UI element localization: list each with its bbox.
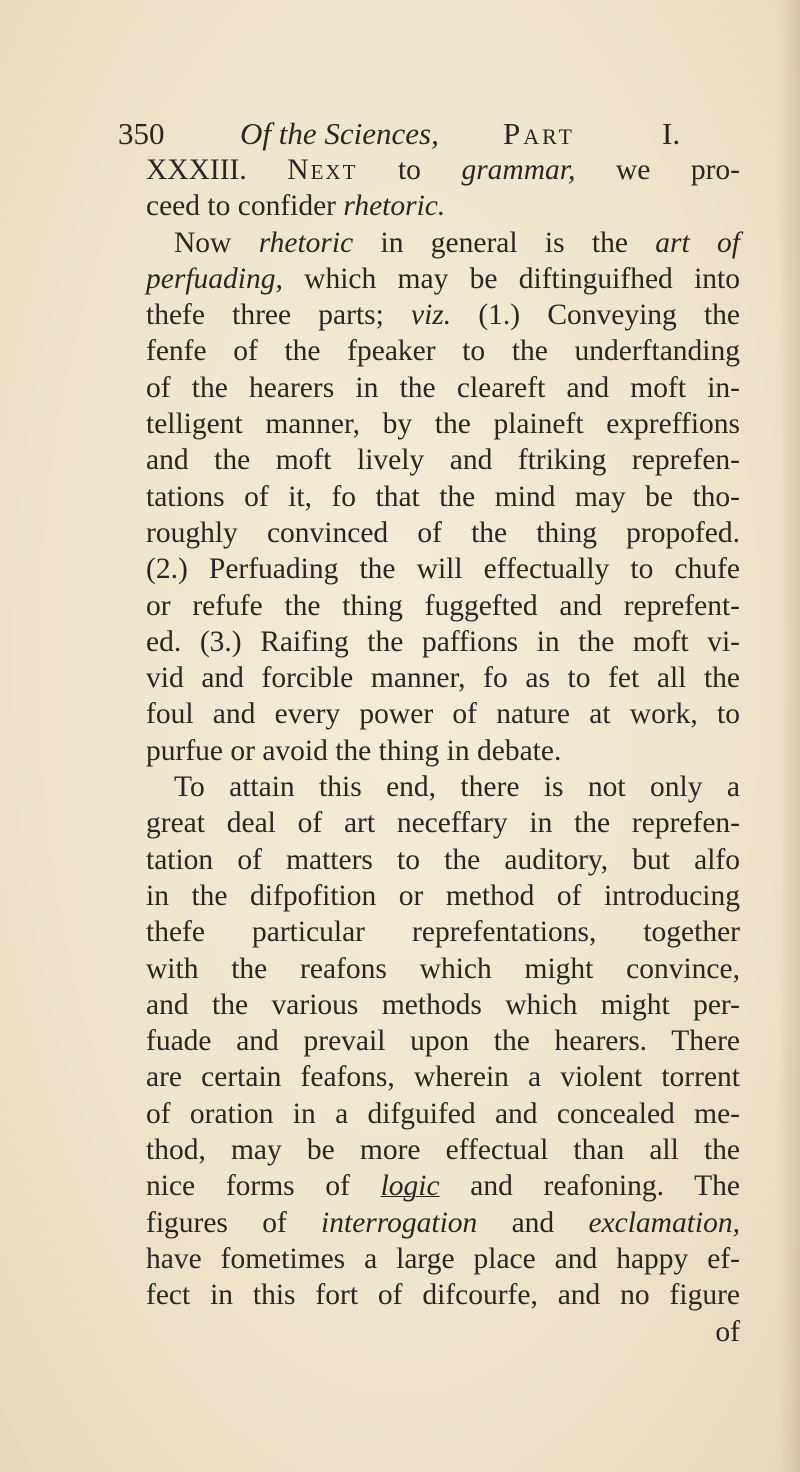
- text-line: have fometimes a large place and happy ef-: [146, 1242, 740, 1275]
- text-line: nice forms of logic and reafoning. The: [146, 1170, 740, 1203]
- text-line: fect in this fort of difcourfe, and no figure: [146, 1279, 740, 1312]
- text-line: of oration in a difguifed and concealed me-: [146, 1097, 740, 1130]
- text-line: tation of matters to the auditory, but alfo: [146, 843, 740, 876]
- text-line: (2.) Perfuading the will effectually to chufe: [146, 553, 740, 586]
- body-text: [146, 152, 740, 1350]
- text-line: To attain this end, there is not only a: [174, 771, 740, 804]
- text-line: thefe three parts; viz. (1.) Conveying the: [146, 299, 741, 332]
- text-line: or refufe the thing fuggefted and reprefent-: [146, 589, 740, 622]
- running-header: [118, 112, 738, 156]
- text-line: XXXIII. Next to grammar, we pro-: [146, 154, 740, 186]
- catchword: of: [715, 1315, 740, 1348]
- text-line: vid and forcible manner, fo as to fet all the: [146, 662, 740, 695]
- text-line: ed. (3.) Raifing the paffions in the moft vi-: [146, 625, 740, 658]
- text-line: thefe particular reprefentations, together: [146, 916, 740, 949]
- text-line: fenfe of the fpeaker to the underftanding: [146, 335, 740, 368]
- text-line: tations of it, fo that the mind may be tho-: [146, 480, 740, 513]
- text-line: great deal of art neceffary in the reprefen-: [146, 807, 740, 840]
- text-line: telligent manner, by the plaineft expreffions: [146, 408, 740, 441]
- text-line: Now rhetoric in general is the art of: [174, 226, 740, 259]
- part-label: Part: [503, 116, 575, 151]
- text-line: and the various methods which might per-: [146, 988, 740, 1021]
- text-line: foul and every power of nature at work, to: [146, 698, 740, 731]
- text-line: in the difpofition or method of introducing: [146, 879, 740, 912]
- text-line: purfue or avoid the thing in debate.: [146, 734, 562, 767]
- text-line: of the hearers in the cleareft and moft in-: [146, 371, 740, 404]
- text-line: thod, may be more effectual than all the: [146, 1134, 740, 1167]
- text-line: are certain feafons, wherein a violent torrent: [146, 1061, 740, 1094]
- text-line: ceed to confider rhetoric.: [146, 190, 446, 223]
- text-line: perfuading, which may be diftinguifhed into: [146, 262, 740, 295]
- text-line: fuade and prevail upon the hearers. There: [146, 1025, 740, 1058]
- running-title: Of the Sciences,: [240, 116, 439, 151]
- text-line: roughly convinced of the thing propofed.: [146, 516, 740, 549]
- page-number: 350: [118, 116, 165, 151]
- part-number: I.: [662, 116, 681, 151]
- text-line: with the reafons which might convince,: [146, 952, 740, 985]
- page-edge-shadow: [778, 0, 800, 1472]
- text-line: figures of interrogation and exclamation,: [146, 1206, 740, 1239]
- text-line: and the moft lively and ftriking reprefen-: [146, 444, 740, 477]
